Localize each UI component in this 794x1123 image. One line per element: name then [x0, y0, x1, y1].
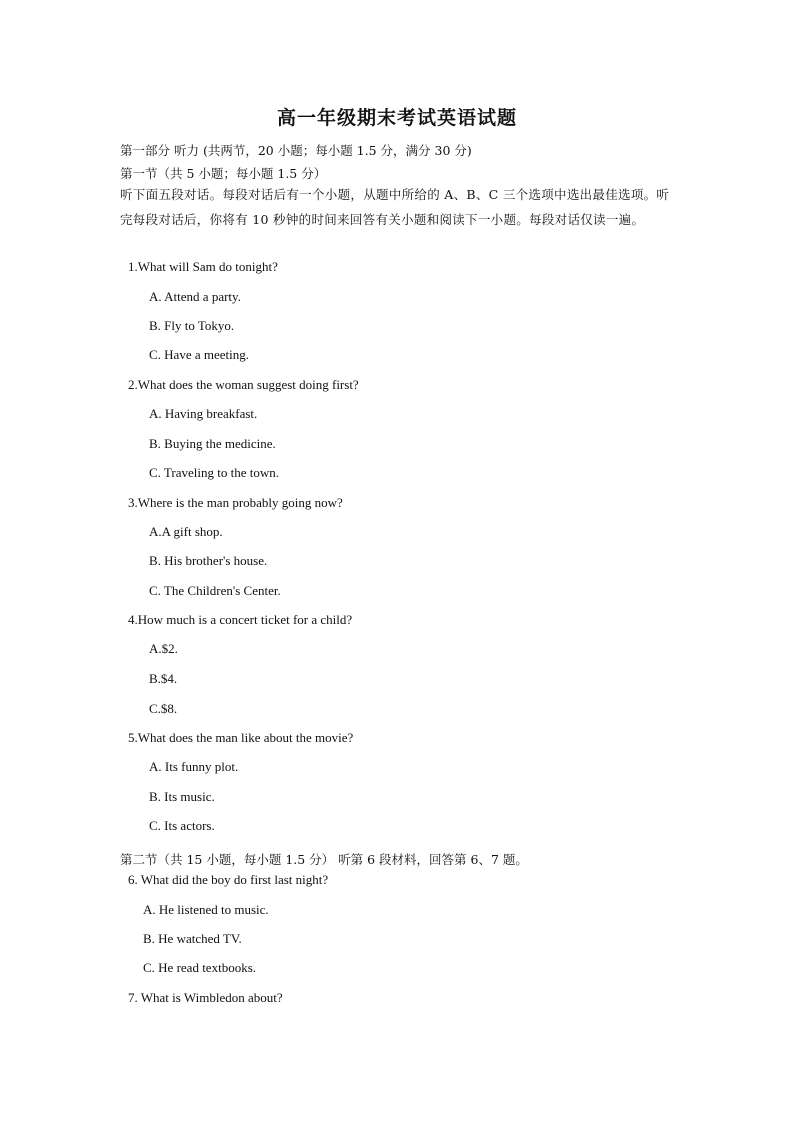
question-2: 2.What does the woman suggest doing first?: [128, 377, 359, 392]
q1-option-c: C. Have a meeting.: [149, 347, 249, 362]
q4-option-a: A.$2.: [149, 641, 178, 656]
q6-option-b: B. He watched TV.: [143, 931, 242, 946]
question-6: 6. What did the boy do first last night?: [128, 872, 329, 887]
q3-option-c: C. The Children's Center.: [149, 583, 281, 598]
page-title: 高一年级期末考试英语试题: [276, 107, 517, 129]
section2-heading: 第二节（共 15 小题，每小题 1.5 分） 听第 6 段材料，回答第 6、7 题。: [120, 852, 528, 867]
q5-option-b: B. Its music.: [149, 789, 215, 804]
question-4: 4.How much is a concert ticket for a child?: [128, 612, 353, 627]
question-5: 5.What does the man like about the movie?: [128, 730, 354, 745]
q6-option-c: C. He read textbooks.: [143, 960, 257, 975]
q5-option-a: A. Its funny plot.: [149, 759, 239, 774]
section1-heading: 第一节（共 5 小题；每小题 1.5 分）: [120, 166, 327, 181]
q5-option-c: C. Its actors.: [149, 818, 215, 833]
q1-option-a: A. Attend a party.: [149, 289, 241, 304]
q4-option-b: B.$4.: [149, 671, 178, 686]
question-1: 1.What will Sam do tonight?: [128, 259, 278, 274]
q6-option-a: A. He listened to music.: [143, 902, 269, 917]
q4-option-c: C.$8.: [149, 701, 178, 716]
q2-option-a: A. Having breakfast.: [149, 406, 258, 421]
q2-option-c: C. Traveling to the town.: [149, 465, 280, 480]
q3-option-a: A.A gift shop.: [149, 524, 223, 539]
q1-option-b: B. Fly to Tokyo.: [149, 318, 235, 333]
q2-option-b: B. Buying the medicine.: [149, 436, 276, 451]
q3-option-b: B. His brother's house.: [149, 553, 268, 568]
question-7: 7. What is Wimbledon about?: [128, 990, 283, 1005]
section1-instructions: 听下面五段对话。每段对话后有一个小题，从题中所给的 A、B、C 三个选项中选出最佳选项。听完每段对话后，你将有 10 秒钟的时间来回答有关小题和阅读下一小题。每段对话仅读一遍。: [120, 187, 670, 227]
question-3: 3.Where is the man probably going now?: [128, 495, 343, 510]
part1-heading: 第一部分 听力 (共两节，20 小题；每小题 1.5 分，满分 30 分): [120, 143, 472, 158]
